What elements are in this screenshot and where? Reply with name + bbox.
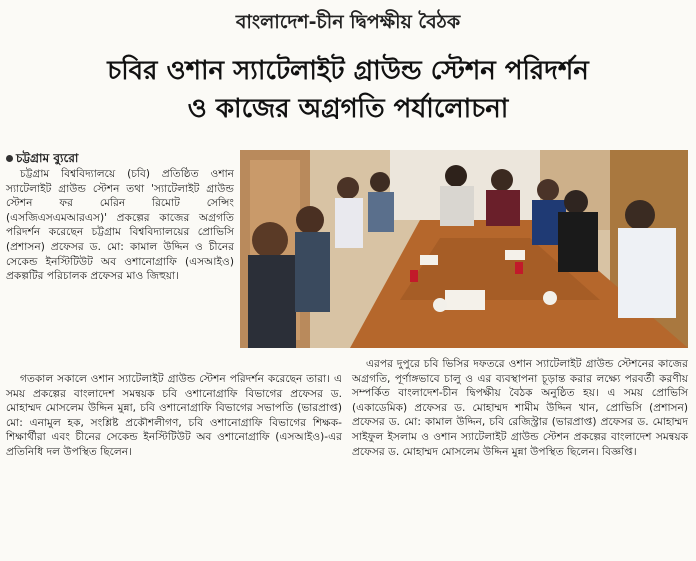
article-kicker: বাংলাদেশ-চীন দ্বিপক্ষীয় বৈঠক — [235, 11, 461, 33]
bureau-label: চট্টগ্রাম ব্যুরো — [16, 151, 79, 165]
article-paragraph-3: এরপর দুপুরে চবি ভিসির দফতরে ওশান স্যাটেলাইট গ্রাউন্ড স্টেশনের কাজের অগ্রগতি, পূর্ণাঙ্গভাবে চালু ও এর ব্যবস্থাপনা চূড়ান্ত করার লক্ষ্যে পরবর্তী করণীয় সম্পর্কিত বাংলাদেশ-চীন দ্বিপক্ষীয় বৈঠক অনুষ্ঠিত হয়। এ সময় প্রোভিসি (একাডেমিক) প্রফেসর ড. মোহাম্মদ শামীম উদ্দিন খান, প্রোভিসি (প্রশাসন) প্রফেসর ড. মো: কামাল উদ্দিন, চবি রেজিস্ট্রার (ভারপ্রাপ্ত) প্রফেসর ড. মোহাম্মদ সাইফুল ইসলাম ও ওশান স্যাটেলাইট গ্রাউন্ড স্টেশন প্রকল্পের বাংলাদেশ সমন্বয়ক প্রফেসর ড. মোহাম্মদ মোসলেম উদ্দিন মুন্না উপস্থিত ছিলেন। বিজ্ঞপ্তি। — [352, 358, 688, 458]
meeting-photo — [240, 150, 688, 348]
headline-line-2: ও কাজের অগ্রগতি পর্যালোচনা — [187, 94, 509, 124]
bullet-icon — [6, 155, 13, 162]
article-column-left — [6, 167, 234, 284]
article-column-left-lower — [6, 372, 342, 460]
article-paragraph-2: গতকাল সকালে ওশান স্যাটেলাইট গ্রাউন্ড স্টেশন পরিদর্শন করেছেন তারা। এ সময় প্রকল্পের বাংলাদেশ সমন্বয়ক চবি ওশানোগ্রাফি বিভাগের প্রফেসর ড. মোহাম্মদ মোসলেম উদ্দিন মুন্না, চবি ওশানোগ্রাফি বিভাগের সভাপতি (ভারপ্রাপ্ত) মো: এনামুল হক, সংশ্লিষ্ট প্রকৌশলীগণ, চবি ওশানোগ্রাফি বিভাগের শিক্ষক-শিক্ষার্থীরা এবং চীনের সেকেন্ড ইনস্টিটিউট অব ওশানোগ্রাফি (এসআইও)-এর প্রতিনিধি দল উপস্থিত ছিলেন। — [6, 373, 342, 458]
headline-line-1: চবির ওশান স্যাটেলাইট গ্রাউন্ড স্টেশন পরিদর্শন — [107, 56, 589, 86]
article-paragraph-1: চট্টগ্রাম বিশ্ববিদ্যালয়ে (চবি) প্রতিষ্ঠিত ওশান স্যাটেলাইট গ্রাউন্ড স্টেশন তথা 'স্যাটেলাইট গ্রাউন্ড স্টেশন ফর মেরিন রিমোট সেন্সিং (এসজিএসএমআরএস)' প্রকল্পের কাজের অগ্রগতি পরিদর্শন করেছেন চট্টগ্রাম বিশ্ববিদ্যালয়ের প্রোভিসি (প্রশাসন) প্রফেসর ড. মো: কামাল উদ্দিন ও চীনের সেকেন্ড ইনস্টিটিউট অব ওশানোগ্রাফি (এসআইও) প্রকল্পটির পরিচালক প্রফেসর মাও জিহুয়া। — [6, 168, 234, 283]
article-column-right — [352, 357, 688, 459]
article-headline — [10, 52, 686, 128]
